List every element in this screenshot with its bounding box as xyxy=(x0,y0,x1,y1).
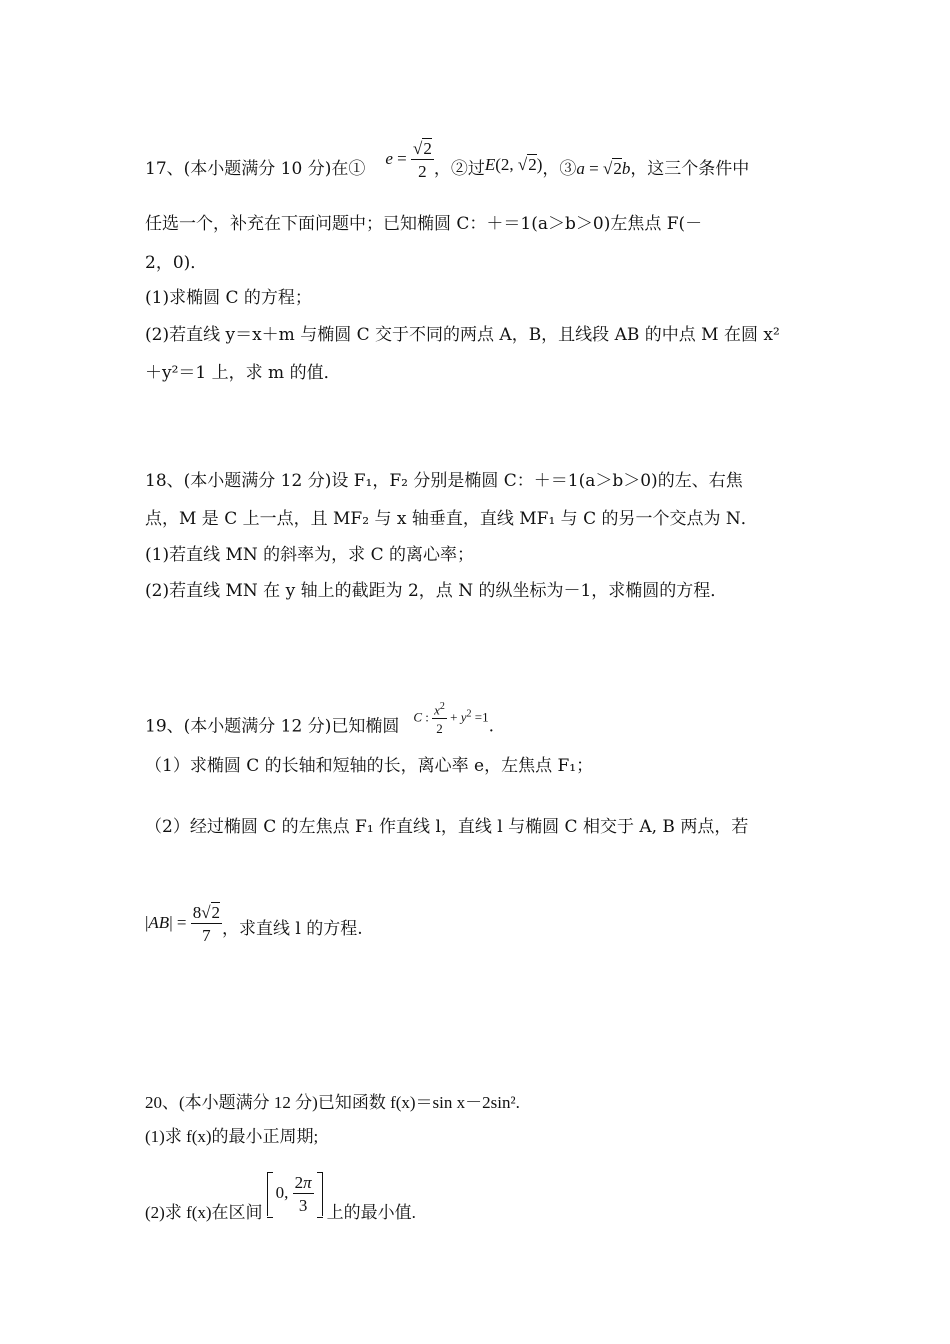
q19-ab-length: |AB| = $\frac{8√2}{7}$ xyxy=(145,903,221,945)
q19-cond-line xyxy=(145,903,363,950)
q20-part2b: 上的最小值. xyxy=(326,1202,416,1222)
q17-line2: 任选一个，补充在下面问题中；已知椭圆 C：＋＝1(a＞b＞0)左焦点 F(－ xyxy=(145,214,703,234)
q20-part2a: (2)求 f(x)在区间 xyxy=(145,1202,263,1222)
q17-part2a: (2)若直线 y＝x＋m 与椭圆 C 交于不同的两点 A，B，且线段 AB 的中点 M 在圆 x² xyxy=(145,325,780,345)
q17-intro: 17、(本小题满分 10 分)在① xyxy=(145,158,366,179)
q17-cond1: e = $\frac{√2}{2}$ xyxy=(385,139,432,181)
q17-sep1: ，②过 xyxy=(433,158,485,179)
q19-cond-tail: ，求直线 l 的方程. xyxy=(222,918,363,939)
q19-part1: （1）求椭圆 C 的长轴和短轴的长，离心率 e，左焦点 F₁； xyxy=(145,756,594,776)
q17-line1 xyxy=(145,139,750,190)
q17-cond2: E(2, √2) xyxy=(484,154,543,174)
q17-part2b: ＋y²＝1 上，求 m 的值． xyxy=(145,363,341,383)
q17-sep2: ，③ xyxy=(542,158,577,179)
q19-end: . xyxy=(488,716,495,737)
q17-part1: (1)求椭圆 C 的方程； xyxy=(145,288,312,308)
q17-cond3: a = √2b xyxy=(576,158,631,178)
q19-part2: （2）经过椭圆 C 的左焦点 F₁ 作直线 l，直线 l 与椭圆 C 相交于 A, B 两点，若 xyxy=(145,817,749,837)
q20-line1: 20、(本小题满分 12 分)已知函数 f(x)＝sin x－2sin². xyxy=(145,1093,520,1112)
q18-line1: 18、(本小题满分 12 分)设 F₁，F₂ 分别是椭圆 C：＋＝1(a＞b＞0)的左、右焦 xyxy=(145,471,743,491)
q19-intro: 19、(本小题满分 12 分)已知椭圆 xyxy=(145,716,400,737)
q19-line1 xyxy=(145,701,495,745)
q20-part1: (1)求 f(x)的最小正周期; xyxy=(145,1127,319,1146)
q18-part1: (1)若直线 MN 的斜率为，求 C 的离心率； xyxy=(145,545,474,565)
q20-part2 xyxy=(145,1172,416,1222)
q17-line3: 2，0)． xyxy=(145,253,208,273)
q18-part2: (2)若直线 MN 在 y 轴上的截距为 2，点 N 的纵坐标为－1，求椭圆的方程． xyxy=(145,581,728,601)
q17-tail: ，这三个条件中 xyxy=(630,158,750,179)
q18-line2: 点，M 是 C 上一点，且 MF₂ 与 x 轴垂直，直线 MF₁ 与 C 的另一个交点为 N． xyxy=(145,509,758,529)
q19-ellipse-equation: C : $\frac{x^2}{2}$ + $y^2 =1$ xyxy=(413,701,489,737)
q20-interval: 0, $\frac{2\pi}{3}$ xyxy=(267,1172,323,1216)
